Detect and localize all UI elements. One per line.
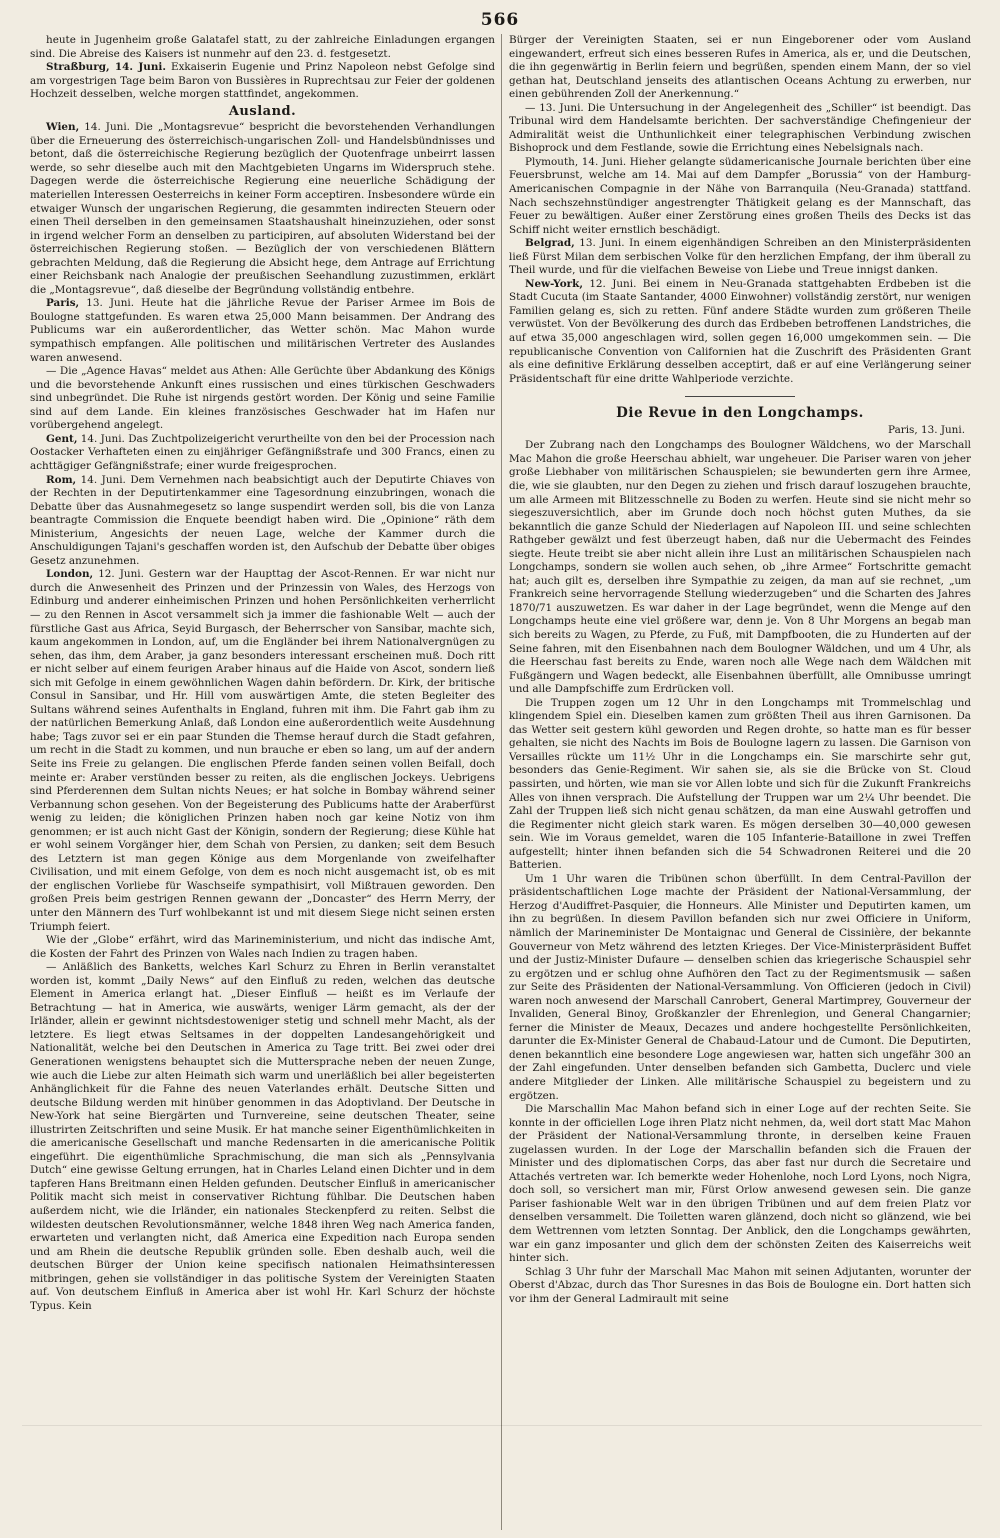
news-paragraph: — Anläßlich des Banketts, welches Karl Schurz zu Ehren in Berlin veranstaltet worden ist, kommt „Daily News“ auf den Einfluß zu reden, welchen das deutsche Element in America erlangt hat. „Dieser Einfluß — heißt es im Verlaufe der Betrachtung — hat in America, wie auswärts, weniger Lärm gemacht, als der der Irländer, allein er gewinnt nichtsdestoweniger stetig und schnell mehr Macht, als der letztere. Es liegt etwas Seltsames in der doppelten Landesangehörigkeit und Nationalität, welche bei den Deutschen in America zu Tage tritt. Bei zwei oder drei Generationen wenigstens behauptet sich die Muttersprache neben der neuen Zunge, wie auch die Liebe zur alten Heimath sich warm und unerläßlich bei aller begeisterten Anhänglichkeit für die Fahne des neuen Vaterlandes erhält. Deutsche Sitten und deutsche Bildung werden mit hinüber genommen in das Adoptivland. Der Deutsche in New-York hat seine Biergärten und Turnvereine, seine deutschen Theater, seine illustrirten Zeitschriften und seine Musik. Er hat manche seiner Eigenthümlichkeiten in die americanische Gesellschaft und manche Redensarten in die americanische Politik eingeführt. Die eigenthümliche Sprachmischung, die man sich als „Pennsylvania Dutch“ eine gewisse Geltung errungen, hat in Charles Leland einen Dichter und in dem tapferen Hans Breitmann einen Helden gefunden. Deutscher Einfluß in americanischer Politik macht sich meist in conservativer Richtung fühlbar. Die Deutschen haben außerdem nicht, wie die Irländer, ein nationales Steckenpferd zu reiten. Selbst die wildesten deutschen Revolutionsmänner, welche 1848 ihren Weg nach America fanden, erwarteten und verlangten nicht, daß America eine Expedition nach Europa senden und am Rhein die deutsche Republik gründen solle. Eben deshalb auch, weil die deutschen Bürger der Union keine specifisch nationalen Heimathsinteressen mitbringen, gehen sie vollständiger in das politische System der Vereinigten Staaten auf. Von deutschem Einfluß in America aber ist wohl Hr. Karl Schurz der höchste Typus. Kein	[30, 961, 495, 1312]
news-paragraph: Bürger der Vereinigten Staaten, sei er nun Eingeborener oder vom Ausland eingewandert, erfreut sich eines besseren Rufes in America, als er, und die Deutschen, die ihn gegenwärtig in Berlin feiern und begrüßen, spenden einem Mann, der so viel gethan hat, Deutschland jenseits des atlantischen Oceans Achtung zu erwerben, nur einen gebührenden Zoll der Anerkennung.“	[509, 34, 971, 101]
news-paragraph	[509, 278, 971, 386]
page-number: 566	[480, 10, 520, 30]
section-heading: Ausland.	[228, 103, 297, 119]
feuilleton-paragraph: Der Zubrang nach den Longchamps des Boulogner Wäldchens, wo der Marschall Mac Mahon die große Heerschau abhielt, war ungeheuer. Die Pariser waren von jeher große Liebhaber von militärischen Schauspielen; sie bewunderten gern ihre Armee, die, wie sie glaubten, nur den Degen zu ziehen und frisch darauf loszugehen brauchte, um alle Armeen mit Blitzesschnelle zu Boden zu werfen. Heute sind sie nicht mehr so siegeszuversichtlich, aber im Grunde doch noch höchst guten Muthes, da sie bekanntlich die ganze Schuld der Niederlagen auf Napoleon III. und seine schlechten Rathgeber gewälzt und fest überzeugt haben, daß nur die Uebermacht des Feindes siegte. Heute treibt sie aber nicht allein ihre Lust an militärischen Schauspielen nach Longchamps, sondern sie wollen auch sehen, ob „ihre Armee“ Fortschritte gemacht hat; auch gilt es, derselben ihre Sympathie zu zeigen, da man auf sie rechnet, „um Frankreich seine hervorragende Stellung wiederzugeben“ und die Scharten des Jahres 1870/71 auszuwetzen. Es war daher in der Lage begründet, wenn die Menge auf den Longchamps heute eine viel größere war, denn je. Von 8 Uhr Morgens an begab man sich bereits zu Wagen, zu Pferde, zu Fuß, mit Dampfbooten, die zu Hunderten auf der Seine fahren, mit den Eisenbahnen nach dem Boulogner Wäldchen, und um 4 Uhr, als die Heerschau fast bereits zu Ende, waren noch alle Wege nach dem Wäldchen mit Fußgängern und Wagen bedeckt, alle Eisenbahnen überfüllt, alle Omnibusse umringt und alle Dampfschiffe zum Erdrücken voll.	[509, 439, 971, 696]
dateline: Straßburg, 14. Juni.	[46, 61, 166, 74]
paragraph-text: 14. Juni. Dem Vernehmen nach beabsichtigt auch der Deputirte Chiaves von der Rechten in der Deputirtenkammer eine Tagesordnung einzubringen, wonach die Debatte über das Ausnahmegesetz so lange suspendirt werden soll, bis die von Lanza beantragte Commission die Enquete beendigt haben wird. Die „Opinione“ räth dem Ministerium, Angesichts der neuen Lage, welche der Kammer durch die Anschuldigungen Tajani's geschaffen worden ist, den Aufschub der Debatte über obiges Gesetz anzunehmen.	[30, 473, 495, 567]
paragraph-text: 14. Juni. Das Zuchtpolizeigericht verurtheilte von den bei der Procession nach Oostacker Verhafteten einen zu einjähriger Gefängnißstrafe und 300 Francs, einen zu achttägiger Gefängnißstrafe; einer wurde freigesprochen.	[30, 432, 495, 472]
paragraph-text: 13. Juni. In einem eigenhändigen Schreiben an den Ministerpräsidenten ließ Fürst Milan dem serbischen Volke für den herzlichen Empfang, der ihm überall zu Theil wurde, und für die vielfachen Beweise von Liebe und Treue innigst danken.	[509, 237, 971, 277]
news-paragraph	[30, 474, 495, 569]
column-divider	[501, 34, 502, 1530]
left-column	[30, 34, 495, 1530]
feuilleton-paragraph: Um 1 Uhr waren die Tribünen schon überfüllt. In dem Central-Pavillon der präsidentschaftlichen Loge machte der Präsident der National-Versammlung, der Herzog d'Audiffret-Pasquier, die Honneurs. Alle Minister und Deputirten kamen, um ihn zu begrüßen. In diesem Pavillon befanden sich nur zwei Officiere in Uniform, nämlich der Marineminister De Montaignac und General de Cissinière, der bekannte Gouverneur von Metz während des letzten Krieges. Der Vice-Ministerpräsident Buffet und der Justiz-Minister Dufaure — denselben schien das kriegerische Schauspiel sehr zu ergötzen und er schlug ohne Aufhören den Tact zu der Regimentsmusik — saßen zur Seite des Präsidenten der National-Versammlung. Von Officieren (jedoch in Civil) waren noch anwesend der Marschall Canrobert, General Martimprey, Gouverneur der Invaliden, General Binoy, Großkanzler der Ehrenlegion, und General Changarnier; ferner die Minister de Meaux, Decazes und andere hochgestellte Persönlichkeiten, darunter die Ex-Minister General de Chabaud-Latour und de Cumont. Die Deputirten, denen bekanntlich eine besondere Loge angewiesen war, hatten sich ungefähr 300 an der Zahl eingefunden. Unter denselben befanden sich Gambetta, Duclerc und viele andere Mitglieder der Linken. Alle militärische Schauspiel zu begeistern und zu ergötzen.	[509, 872, 971, 1102]
paragraph-text: 14. Juni. Die „Montagsrevue“ bespricht die bevorstehenden Verhandlungen über die Erneuerung des österreichisch-ungarischen Zoll- und Handelsbündnisses und betont, daß die österreichische Regierung bezüglich der Quotenfrage unbeirrt lassen werde, so sehr dieselbe auch mit den Machtgebieten Ungarns im Widerspruch stehe. Dagegen werde die österreichische Regierung eine neuerliche Schädigung der materiellen Interessen Oesterreichs in keiner Form acceptiren. Insbesondere würde ein etwaiger Wunsch der ungarischen Regierung, die gesammten indirecten Steuern oder einen Theil derselben in den gemeinsamen Staatshaushalt hineinzuziehen, oder sonst in irgend welcher Form an denselben zu participiren, auf absoluten Widerstand bei der österreichischen Regierung stoßen. — Bezüglich der von verschiedenen Blättern gebrachten Meldung, daß die Regierung die Absicht hege, dem Antrage auf Errichtung einer Reichsbank nach Analogie der preußischen Seehandlung zuzustimmen, erklärt die „Montagsrevue“, daß dieselbe der Begründung vollständig entbehre.	[30, 121, 495, 296]
feuilleton-paragraph: Die Marschallin Mac Mahon befand sich in einer Loge auf der rechten Seite. Sie konnte in der officiellen Loge ihren Platz nicht nehmen, da, weil dort statt Mac Mahon der Präsident der National-Versammlung thronte, in derselben keine Frauen zugelassen wurden. In der Loge der Marschallin befanden sich die Frauen der Minister und des diplomatischen Corps, das aber fast nur durch die Secretaire und Attachés vertreten war. Ich bemerkte weder Hohenlohe, noch Lord Lyons, noch Nigra, doch soll, so versichert man mir, Fürst Orlow anwesend gewesen sein. Die ganze Pariser fashionable Welt war in den übrigen Tribünen und auf dem freien Platz vor denselben versammelt. Die Toiletten waren glänzend, doch nicht so glänzend, wie bei dem Wettrennen vom letzten Sonntag. Der Anblick, den die Longchamps gewährten, war ein ganz imposanter und glich dem der schönsten Zeiten des Kaiserreichs weit hinter sich.	[509, 1103, 971, 1265]
news-paragraph	[30, 433, 495, 474]
news-paragraph	[30, 61, 495, 102]
dateline: Rom,	[46, 473, 77, 486]
paragraph-text: 13. Juni. Heute hat die jährliche Revue der Pariser Armee im Bois de Boulogne stattgefunden. Es waren etwa 25,000 Mann beisammen. Der Andrang des Publicums war ein außerordentlicher, das Wetter schön. Mac Mahon wurde sympathisch empfangen. Alle politischen und militärischen Vertreter des Auslandes waren anwesend.	[30, 297, 495, 364]
feuilleton-paragraph: Die Truppen zogen um 12 Uhr in den Longchamps mit Trommelschlag und klingendem Spiel ein. Dieselben kamen zum größten Theil aus ihren Garnisonen. Da das Wetter seit gestern kühl geworden und Regen drohte, so hatte man es für besser gehalten, sie nicht des Nachts im Bois de Boulogne lagern zu lassen. Die Garnison von Versailles rückte um 11½ Uhr in die Longchamps ein. Sie marschirte sehr gut, besonders das Genie-Regiment. Wir sahen sie, als sie die Brücke von St. Cloud passirten, und hörten, wie man sie vor Allen lobte und sich für die Zukunft Frankreichs Alles von ihnen versprach. Die Aufstellung der Truppen war um 2¼ Uhr beendet. Die Zahl der Truppen ließ sich nicht genau schätzen, da man eine Auswahl getroffen und die Regimenter nicht gleich stark waren. Es mögen derselben 30—40,000 gewesen sein. Wie im Voraus gemeldet, waren die 105 Infanterie-Bataillone in zwei Treffen aufgestellt; hinter ihnen befanden sich die 54 Schwadronen Reiterei und die 20 Batterien.	[509, 696, 971, 872]
news-paragraph	[30, 297, 495, 365]
news-paragraph	[30, 568, 495, 934]
dateline: Belgrad,	[525, 237, 575, 250]
dateline: Gent,	[46, 432, 78, 445]
feuilleton-title: Die Revue in den Longchamps.	[616, 405, 864, 422]
paper-fold-line	[22, 1425, 982, 1426]
dateline: Paris,	[46, 297, 80, 310]
byline: Paris, 13. Juni.	[888, 423, 965, 436]
feuilleton-paragraph: Schlag 3 Uhr fuhr der Marschall Mac Mahon mit seinen Adjutanten, worunter der Oberst d'Abzac, durch das Thor Suresnes in das Bois de Boulogne ein. Dort hatten sich vor ihm der General Ladmirault mit seine	[509, 1265, 971, 1305]
right-column	[509, 34, 971, 1530]
news-paragraph: heute in Jugenheim große Galatafel statt, zu der zahlreiche Einladungen ergangen sind. Die Abreise des Kaisers ist nunmehr auf den 23. d. festgesetzt.	[30, 34, 495, 60]
paragraph-text: 12. Juni. Bei einem in Neu-Granada stattgehabten Erdbeben ist die Stadt Cucuta (im Staate Santander, 4000 Einwohner) vollständig zerstört, nur wenigen Familien gelang es, sich zu retten. Fünf andere Städte wurden zum größeren Theile verwüstet. Von der Bevölkerung des durch das Erdbeben betroffenen Landstriches, die auf etwa 35,000 angeschlagen wird, sollen gegen 16,000 umgekommen sein. — Die republicanische Convention von Californien hat die Zuschrift des Präsidenten Grant als eine definitive Erklärung desselben acceptirt, daß er auf eine Verlängerung seiner Präsidentschaft für eine dritte Wahlperiode verzichte.	[509, 277, 971, 385]
news-paragraph	[509, 237, 971, 278]
dateline: New-York,	[525, 277, 583, 290]
dateline: London,	[46, 568, 94, 581]
news-paragraph: — 13. Juni. Die Untersuchung in der Angelegenheit des „Schiller“ ist beendigt. Das Tribunal wird dem Handelsamte berichten. Der sachverständige Chefingenieur der Admiralität weist die Unthunlichkeit einer telegraphischen Verbindung zwischen Bishoprock und dem Festlande, sowie die Errichtung eines Nebelsignals nach.	[509, 101, 971, 155]
news-paragraph	[30, 121, 495, 297]
article-divider	[685, 396, 795, 397]
paragraph-text: Exkaiserin Eugenie und Prinz Napoleon nebst Gefolge sind am vorgestrigen Tage beim Baron von Bussières in Ruprechtsau zur Feier der goldenen Hochzeit desselben, welche morgen stattfindet, angekommen.	[30, 61, 495, 101]
dateline: Wien,	[46, 121, 80, 134]
news-paragraph: Plymouth, 14. Juni. Hieher gelangte südamericanische Journale berichten über eine Feuersbrunst, welche am 14. Mai auf dem Dampfer „Borussia“ von der Hamburg-Americanischen Compagnie in der Nähe von Barranquila (Neu-Granada) stattfand. Nach sechszehnstündiger angestrengter Thätigkeit gelang es der Mannschaft, das Feuer zu bewältigen. Außer einer Zerstörung eines großen Theils des Decks ist das Schiff nicht weiter ernstlich beschädigt.	[509, 155, 971, 236]
news-paragraph: Wie der „Globe“ erfährt, wird das Marineministerium, und nicht das indische Amt, die Kosten der Fahrt des Prinzen von Wales nach Indien zu tragen haben.	[30, 934, 495, 960]
paragraph-text: 12. Juni. Gestern war der Haupttag der Ascot-Rennen. Er war nicht nur durch die Anwesenheit des Prinzen und der Prinzessin von Wales, des Herzogs von Edinburg und anderer einheimischen Prinzen und hohen Persönlichkeiten verherrlicht — zu den Rennen in Ascot versammelt sich ja immer die fashionable Welt — auch der fürstliche Gast aus Africa, Seyid Burgasch, der Beherrscher von Sansibar, machte sich, kaum angekommen in London, auf, um die Engländer bei ihrem Nationalvergnügen zu sehen, das ihm, dem Araber, ja ganz besonders interessant erscheinen muß. Doch ritt er nicht selber auf einem feurigen Araber hinaus auf die Haide von Ascot, sondern ließ sich mit Gefolge in einem gewöhnlichen Wagen dahin befördern. Dr. Kirk, der britische Consul in Sansibar, und Hr. Hill vom auswärtigen Amte, die steten Begleiter des Sultans während seines Aufenthalts in England, fuhren mit ihm. Die Fahrt gab ihm zu der natürlichen Bemerkung Anlaß, daß London eine außerordentlich weite Ausdehnung habe; Tags zuvor sei er ein paar Stunden die Themse herauf durch die Stadt gefahren, um recht in die Stadt zu kommen, und nun brauche er eben so lang, um auf der andern Seite ins Freie zu gelangen. Die englischen Pferde fanden seinen vollen Beifall, doch meinte er: Araber verstünden besser zu reiten, als die englischen Jockeys. Uebrigens sind Pferderennen dem Sultan nichts Neues; er hat solche in Bombay während seiner Verbannung schon gesehen. Von der Begeisterung des Publicums hatte der Araberfürst wenig zu leiden; die königlichen Prinzen haben noch gar keine Notiz von ihm genommen; er ist auch nicht Gast der Königin, sondern der Regierung; diese Kühle hat er wohl seinem Vorgänger hier, dem Schah von Persien, zu danken; seit dem Besuch des Letztern ist man gegen Könige aus dem Morgenlande von zweifelhafter Civilisation, und mit einem Gefolge, von dem es noch nicht ausgemacht ist, ob es mit der englischen Vorliebe für Waschseife sympathisirt, voll Mißtrauen geworden. Den großen Preis beim gestrigen Rennen gewann der „Doncaster“ des Herrn Merry, der unter den Männern des Turf wohlbekannt ist und mit diesem Siege nicht seinen ersten Triumph feiert.	[30, 568, 495, 933]
news-paragraph: — Die „Agence Havas“ meldet aus Athen: Alle Gerüchte über Abdankung des Königs und die bevorstehende Ankunft eines russischen und eines türkischen Geschwaders sind unbegründet. Die Ruhe ist nirgends gestört worden. Der König und seine Familie sind auf dem Lande. Ein kleines französisches Geschwader hat im Hafen nur vorübergehend angelegt.	[30, 365, 495, 432]
